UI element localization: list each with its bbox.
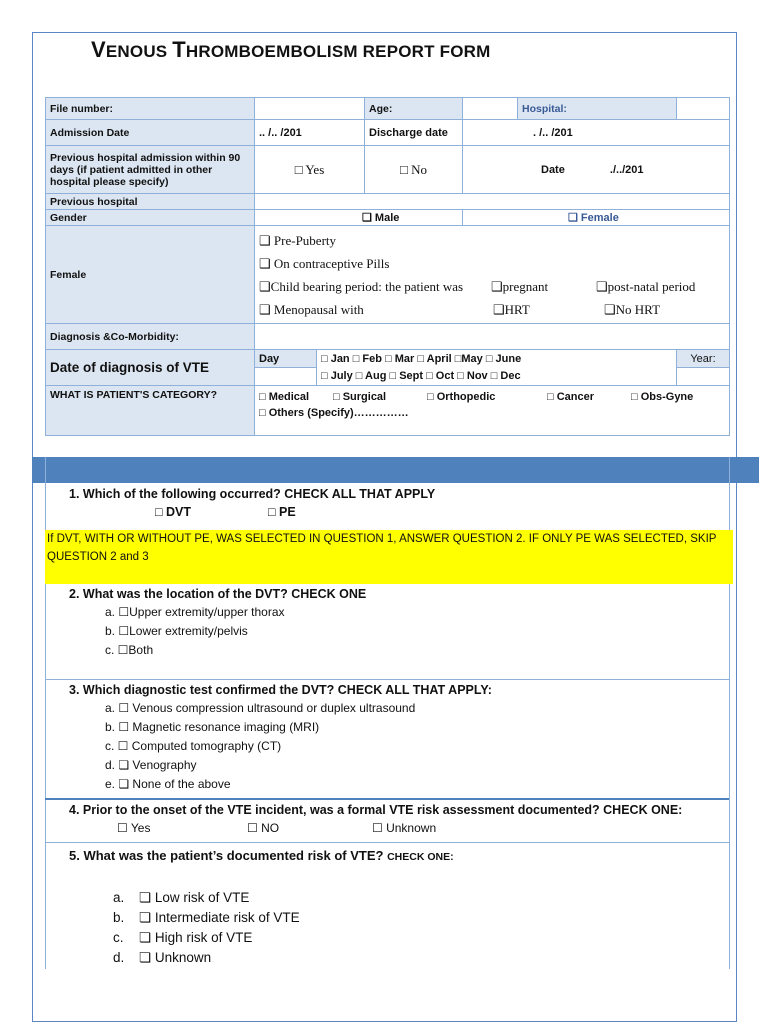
child-bearing-row (259, 275, 725, 298)
pe-option[interactable]: □ PE (268, 505, 296, 519)
q3-option-venography[interactable]: d. ❏ Venography (105, 758, 197, 772)
discharge-date-label: Discharge date (365, 120, 463, 146)
female-label: Female (46, 226, 255, 324)
q4-option-yes[interactable]: ☐ Yes (117, 821, 151, 835)
date-value: ./../201 (609, 163, 644, 176)
day-label: Day (255, 350, 317, 368)
post-natal-option[interactable]: ❑post-natal period (596, 278, 696, 294)
age-field[interactable] (463, 98, 518, 120)
menopausal-row (259, 298, 725, 321)
previous-admission-date[interactable] (463, 146, 730, 194)
question-3-title: 3. Which diagnostic test confirmed the DVT? CHECK ALL THAT APPLY: (69, 683, 492, 697)
form-title: VENOUS THROMBOEMBOLISM REPORT FORM (91, 37, 491, 62)
gender-female-option[interactable]: ❑ Female (463, 210, 730, 226)
discharge-date-field[interactable]: . /.. /201 (463, 120, 730, 146)
dvt-option[interactable]: □ DVT (155, 505, 192, 519)
question-4-title: 4. Prior to the onset of the VTE incident, was a formal VTE risk assessment documented? CHECK ONE: (69, 803, 683, 817)
question-2-title: 2. What was the location of the DVT? CHECK ONE (69, 587, 367, 601)
question-1-title: 1. Which of the following occurred? CHECK ALL THAT APPLY (69, 487, 436, 501)
admission-date-field[interactable]: .. /.. /201 (255, 120, 365, 146)
year-field[interactable] (677, 368, 730, 386)
pre-puberty-option[interactable]: ❑ Pre-Puberty (259, 232, 337, 248)
gender-male-option[interactable]: ❑ Male (255, 210, 463, 226)
previous-admission-label: Previous hospital admission within 90 days (if patient admitted in other hospital please specify) (46, 146, 255, 194)
category-cancer[interactable]: □ Cancer (547, 391, 594, 403)
day-field[interactable] (255, 368, 317, 386)
child-bearing-option[interactable]: ❑Child bearing period: the patient was (259, 278, 464, 294)
q3-option-none[interactable]: e. ❏ None of the above (105, 777, 231, 791)
q5-option-low[interactable]: a. ❏ Low risk of VTE (113, 890, 250, 905)
question-1 (45, 485, 753, 521)
category-others[interactable]: □ Others (Specify)…………… (259, 407, 409, 419)
pregnant-option[interactable]: ❑pregnant (491, 278, 549, 294)
previous-hospital-label: Previous hospital (46, 194, 255, 210)
vte-date-label: Date of diagnosis of VTE (46, 350, 255, 386)
female-options (255, 226, 730, 324)
question-4-options (69, 819, 753, 838)
question-5 (45, 847, 753, 968)
hospital-label: Hospital: (518, 98, 677, 120)
question-5-title: 5. What was the patient’s documented risk of VTE? CHECK ONE: (69, 848, 454, 863)
diagnosis-label: Diagnosis &Co-Morbidity: (46, 324, 255, 350)
year-label: Year: (677, 350, 730, 368)
question-3 (45, 681, 753, 794)
months-row-2[interactable]: □ July □ Aug □ Sept □ Oct □ Nov □ Dec (317, 368, 677, 386)
q4-option-unknown[interactable]: ☐ Unknown (372, 821, 437, 835)
q2-option-upper[interactable]: a. ☐Upper extremity/upper thorax (105, 605, 285, 619)
category-surgical[interactable]: □ Surgical (333, 391, 387, 403)
q3-option-ct[interactable]: c. ☐ Computed tomography (CT) (105, 739, 282, 753)
skip-instruction: If DVT, WITH OR WITHOUT PE, WAS SELECTED IN QUESTION 1, ANSWER QUESTION 2. IF ONLY PE WAS SELECTED, SKIP QUESTION 2 and 3 (45, 530, 733, 584)
gender-label: Gender (46, 210, 255, 226)
months-row-1[interactable]: □ Jan □ Feb □ Mar □ April □May □ June (317, 350, 677, 368)
file-number-label: File number: (46, 98, 255, 120)
q5-option-unknown[interactable]: d. ❏ Unknown (113, 950, 212, 965)
hospital-field[interactable] (677, 98, 730, 120)
category-options (255, 386, 730, 436)
contraceptive-option[interactable]: ❑ On contraceptive Pills (259, 255, 390, 271)
q2-option-both[interactable]: c. ☐Both (105, 643, 154, 657)
age-label: Age: (365, 98, 463, 120)
q5-option-high[interactable]: c. ❏ High risk of VTE (113, 930, 253, 945)
previous-admission-no[interactable]: □ No (365, 146, 463, 194)
q2-option-lower[interactable]: b. ☐Lower extremity/pelvis (105, 624, 248, 638)
menopausal-option[interactable]: ❑ Menopausal with (259, 301, 364, 317)
previous-hospital-field[interactable] (255, 194, 730, 210)
q4-option-no[interactable]: ☐ NO (247, 821, 280, 835)
section-divider-bar (32, 457, 759, 483)
no-hrt-option[interactable]: ❑No HRT (604, 301, 661, 317)
hrt-option[interactable]: ❑HRT (493, 301, 530, 317)
patient-info-table (45, 97, 730, 436)
category-orthopedic[interactable]: □ Orthopedic (427, 391, 496, 403)
q3-option-mri[interactable]: b. ☐ Magnetic resonance imaging (MRI) (105, 720, 320, 734)
separator-q5 (45, 842, 729, 843)
separator-q3 (45, 679, 729, 680)
previous-admission-yes[interactable]: □ Yes (255, 146, 365, 194)
question-1-options (69, 503, 753, 521)
date-label: Date (541, 163, 565, 176)
category-label: WHAT IS PATIENT'S CATEGORY? (46, 386, 255, 436)
category-obs-gyne[interactable]: □ Obs-Gyne (631, 391, 694, 403)
q3-option-ultrasound[interactable]: a. ☐ Venous compression ultrasound or duplex ultrasound (105, 701, 416, 715)
admission-date-label: Admission Date (46, 120, 255, 146)
category-medical[interactable]: □ Medical (259, 391, 310, 403)
diagnosis-field[interactable] (255, 324, 730, 350)
q5-option-intermediate[interactable]: b. ❏ Intermediate risk of VTE (113, 910, 300, 925)
separator-q4 (45, 798, 729, 800)
file-number-field[interactable] (255, 98, 365, 120)
question-4 (45, 801, 753, 838)
question-2 (45, 585, 753, 660)
